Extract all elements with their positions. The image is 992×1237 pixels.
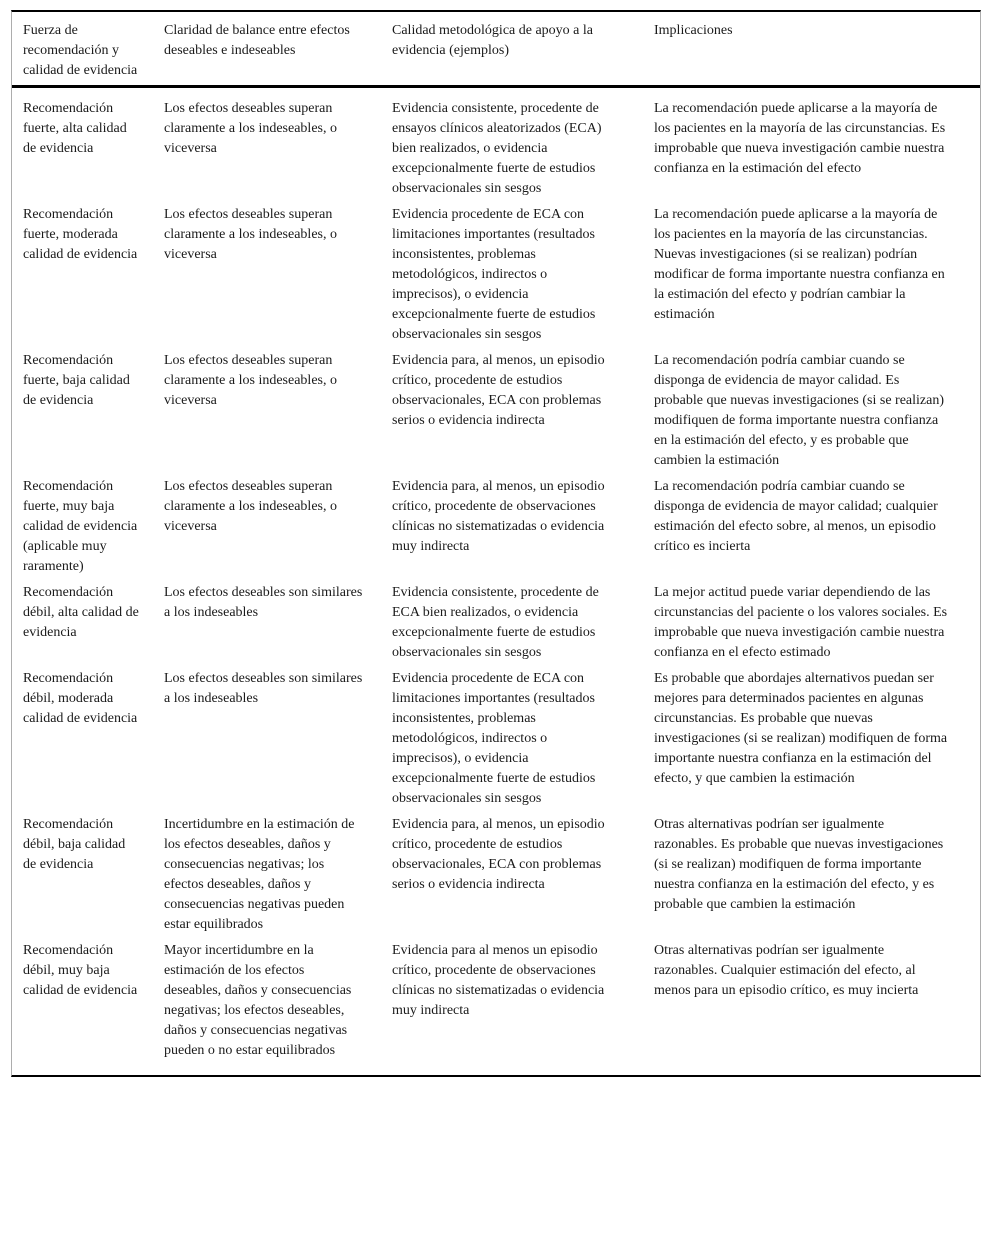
cell-fuerza: Recomendación débil, muy baja calidad de evidencia xyxy=(23,943,138,998)
cell-implicaciones: La recomendación podría cambiar cuando se disponga de evidencia de mayor calidad. Es probable que nuevas investigaciones (si se realizan) modifiquen de forma importante nuestra confianza en la estimación del efecto, y es probable que cambien la estimación xyxy=(654,353,945,468)
cell-fuerza: Recomendación fuerte, baja calidad de evidencia xyxy=(23,353,130,408)
cell-calidad: Evidencia consistente, procedente de ECA bien realizados, o evidencia excepcionalmente fuerte de estudios observacionales sin sesgos xyxy=(392,585,599,660)
table-head xyxy=(12,12,980,87)
cell-claridad: Los efectos deseables superan claramente a los indeseables, o viceversa xyxy=(164,353,337,408)
cell-calidad: Evidencia para, al menos, un episodio crítico, procedente de estudios observacionales, ECA con problemas serios o evidencia indirecta xyxy=(392,353,605,428)
cell-implicaciones: Otras alternativas podrían ser igualmente razonables. Cualquier estimación del efecto, al menos para un episodio crítico, es muy incierta xyxy=(654,943,919,998)
table-row xyxy=(12,201,980,347)
column-header-claridad: Claridad de balance entre efectos deseables e indeseables xyxy=(164,12,392,87)
table-frame xyxy=(11,10,981,1077)
cell-fuerza: Recomendación débil, moderada calidad de evidencia xyxy=(23,671,138,726)
cell-claridad: Los efectos deseables superan claramente a los indeseables, o viceversa xyxy=(164,207,337,262)
cell-claridad: Los efectos deseables son similares a los indeseables xyxy=(164,671,363,706)
cell-implicaciones: La recomendación puede aplicarse a la mayoría de los pacientes en la mayoría de las circunstancias. Nuevas investigaciones (si se realizan) podrían modificar de forma importante nuestra confianza en la estimación del efecto y podrían cambiar la estimación xyxy=(654,207,945,322)
table-row xyxy=(12,579,980,665)
cell-claridad: Mayor incertidumbre en la estimación de los efectos deseables, daños y consecuencias negativas; los efectos deseables, daños y consecuencias negativas pueden o no estar equilibrados xyxy=(164,943,352,1058)
cell-claridad: Incertidumbre en la estimación de los efectos deseables, daños y consecuencias negativas; los efectos deseables, daños y consecuencias negativas pueden estar equilibrados xyxy=(164,817,355,932)
grade-table xyxy=(12,12,980,1075)
cell-calidad: Evidencia para, al menos, un episodio crítico, procedente de estudios observacionales, ECA con problemas serios o evidencia indirecta xyxy=(392,817,605,892)
table-row xyxy=(12,473,980,579)
cell-claridad: Los efectos deseables superan claramente a los indeseables, o viceversa xyxy=(164,101,337,156)
table-body xyxy=(12,87,980,1076)
cell-calidad: Evidencia procedente de ECA con limitaciones importantes (resultados inconsistentes, problemas metodológicos, indirectos o imprecisos), o evidencia excepcionalmente fuerte de estudios observacionales sin sesgos xyxy=(392,207,596,342)
cell-calidad: Evidencia consistente, procedente de ensayos clínicos aleatorizados (ECA) bien realizados, o evidencia excepcionalmente fuerte de estudios observacionales sin sesgos xyxy=(392,101,602,196)
table-row xyxy=(12,665,980,811)
cell-claridad: Los efectos deseables superan claramente a los indeseables, o viceversa xyxy=(164,479,337,534)
cell-claridad: Los efectos deseables son similares a los indeseables xyxy=(164,585,363,620)
cell-fuerza: Recomendación débil, baja calidad de evidencia xyxy=(23,817,126,872)
cell-fuerza: Recomendación débil, alta calidad de evidencia xyxy=(23,585,139,640)
cell-calidad: Evidencia para al menos un episodio crítico, procedente de observaciones clínicas no sistematizadas o evidencia muy indirecta xyxy=(392,943,605,1018)
column-header-fuerza: Fuerza de recomendación y calidad de evidencia xyxy=(12,12,164,87)
table-row xyxy=(12,347,980,473)
cell-fuerza: Recomendación fuerte, alta calidad de evidencia xyxy=(23,101,127,156)
cell-implicaciones: La mejor actitud puede variar dependiendo de las circunstancias del paciente o los valores sociales. Es improbable que nueva investigación cambie nuestra confianza en el efecto estimado xyxy=(654,585,948,660)
cell-fuerza: Recomendación fuerte, moderada calidad de evidencia xyxy=(23,207,138,262)
cell-implicaciones: La recomendación puede aplicarse a la mayoría de los pacientes en la mayoría de las circunstancias. Es improbable que nueva investigación cambie nuestra confianza en la estimación del efecto xyxy=(654,101,946,176)
cell-calidad: Evidencia procedente de ECA con limitaciones importantes (resultados inconsistentes, problemas metodológicos, indirectos o imprecisos), o evidencia excepcionalmente fuerte de estudios observacionales sin sesgos xyxy=(392,671,596,806)
table-row xyxy=(12,811,980,937)
cell-implicaciones: Otras alternativas podrían ser igualmente razonables. Es probable que nuevas investigaciones (si se realizan) modifiquen de forma importante nuestra confianza en la estimación del efecto, y es probable que cambien la estimación xyxy=(654,817,944,912)
header-row xyxy=(12,12,980,87)
cell-implicaciones: La recomendación podría cambiar cuando se disponga de evidencia de mayor calidad; cualquier estimación del efecto sobre, al menos, un episodio crítico es incierta xyxy=(654,479,938,554)
table-row xyxy=(12,87,980,202)
cell-fuerza: Recomendación fuerte, muy baja calidad de evidencia (aplicable muy raramente) xyxy=(23,479,138,574)
column-header-implicaciones: Implicaciones xyxy=(654,12,980,87)
table-row xyxy=(12,937,980,1075)
column-header-calidad: Calidad metodológica de apoyo a la evidencia (ejemplos) xyxy=(392,12,654,87)
cell-calidad: Evidencia para, al menos, un episodio crítico, procedente de observaciones clínicas no sistematizadas o evidencia muy indirecta xyxy=(392,479,605,554)
cell-implicaciones: Es probable que abordajes alternativos puedan ser mejores para determinados pacientes en algunas circunstancias. Es probable que nuevas investigaciones (si se realizan) modifiquen de forma importante nuestra confianza en la estimación del efecto, y que cambien la estimación xyxy=(654,671,948,786)
